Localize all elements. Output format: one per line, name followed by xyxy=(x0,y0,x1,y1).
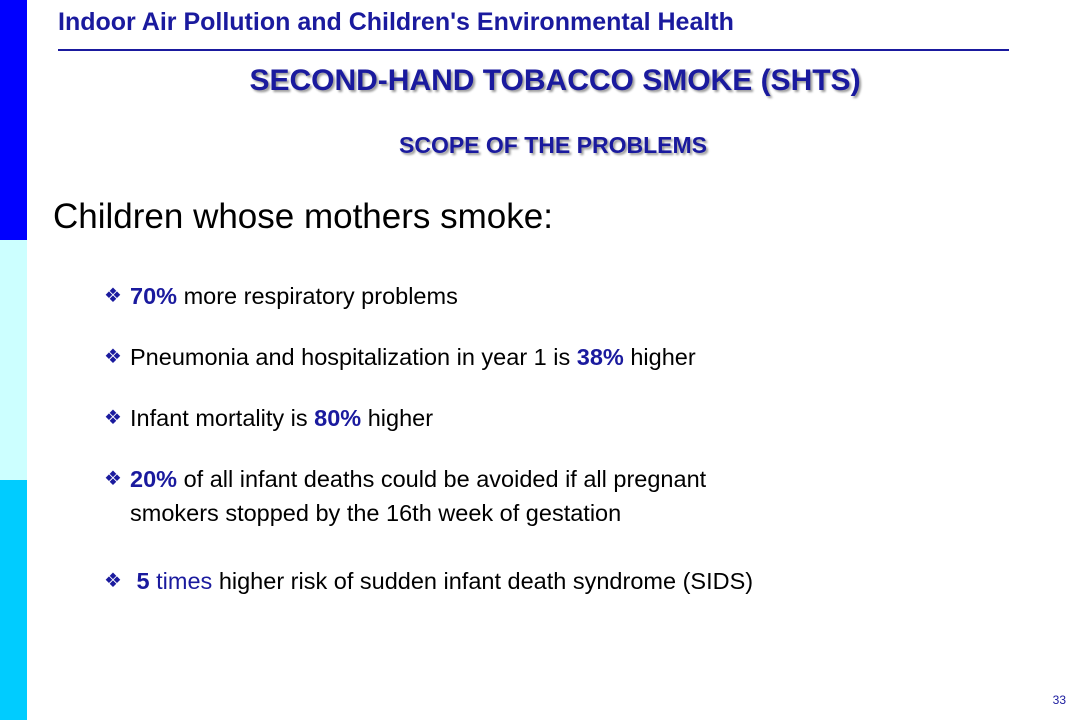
bullet-text: Pneumonia and hospitalization in year 1 is xyxy=(130,344,577,370)
bullet-highlight-secondary: times xyxy=(156,568,213,594)
bullet-highlight: 38% xyxy=(576,344,624,370)
bullet-item-avoidable-deaths xyxy=(104,462,1030,530)
bullet-text: of all infant deaths could be avoided if all pregnant xyxy=(177,466,707,492)
sidebar-stripe-top xyxy=(0,0,27,240)
slide-title: SECOND-HAND TOBACCO SMOKE (SHTS) xyxy=(249,64,861,97)
bullet-text-continued: smokers stopped by the 16th week of gestation xyxy=(130,500,622,526)
diamond-bullet-icon: ❖ xyxy=(104,407,122,429)
page-number: 33 xyxy=(1052,693,1066,707)
slide-subtitle: SCOPE OF THE PROBLEMS xyxy=(399,132,707,158)
diamond-bullet-icon: ❖ xyxy=(104,285,122,307)
diamond-bullet-icon: ❖ xyxy=(104,570,122,592)
bullet-text: higher xyxy=(361,405,434,431)
bullet-text: Infant mortality is xyxy=(130,405,315,431)
bullet-item-pneumonia xyxy=(104,340,1030,374)
bullet-highlight: 80% xyxy=(314,405,362,431)
bullet-highlight: 5 xyxy=(136,568,150,594)
bullet-highlight: 70% xyxy=(130,283,178,309)
diamond-bullet-icon: ❖ xyxy=(104,468,122,490)
lead-statement: Children whose mothers smoke: xyxy=(53,197,553,236)
sidebar-stripe-bottom xyxy=(0,480,27,720)
bullet-item-respiratory xyxy=(104,279,1030,313)
sidebar-stripe-middle xyxy=(0,240,27,480)
bullet-highlight: 20% xyxy=(130,466,178,492)
bullet-item-sids xyxy=(104,564,1030,598)
bullet-text: higher risk of sudden infant death syndrome (SIDS) xyxy=(212,568,754,594)
diamond-bullet-icon: ❖ xyxy=(104,346,122,368)
header-title: Indoor Air Pollution and Children's Environmental Health xyxy=(58,8,734,36)
bullet-text: higher xyxy=(623,344,696,370)
bullet-item-infant-mortality xyxy=(104,401,1030,435)
bullet-text: more respiratory problems xyxy=(177,283,458,309)
header-divider xyxy=(58,49,1009,51)
